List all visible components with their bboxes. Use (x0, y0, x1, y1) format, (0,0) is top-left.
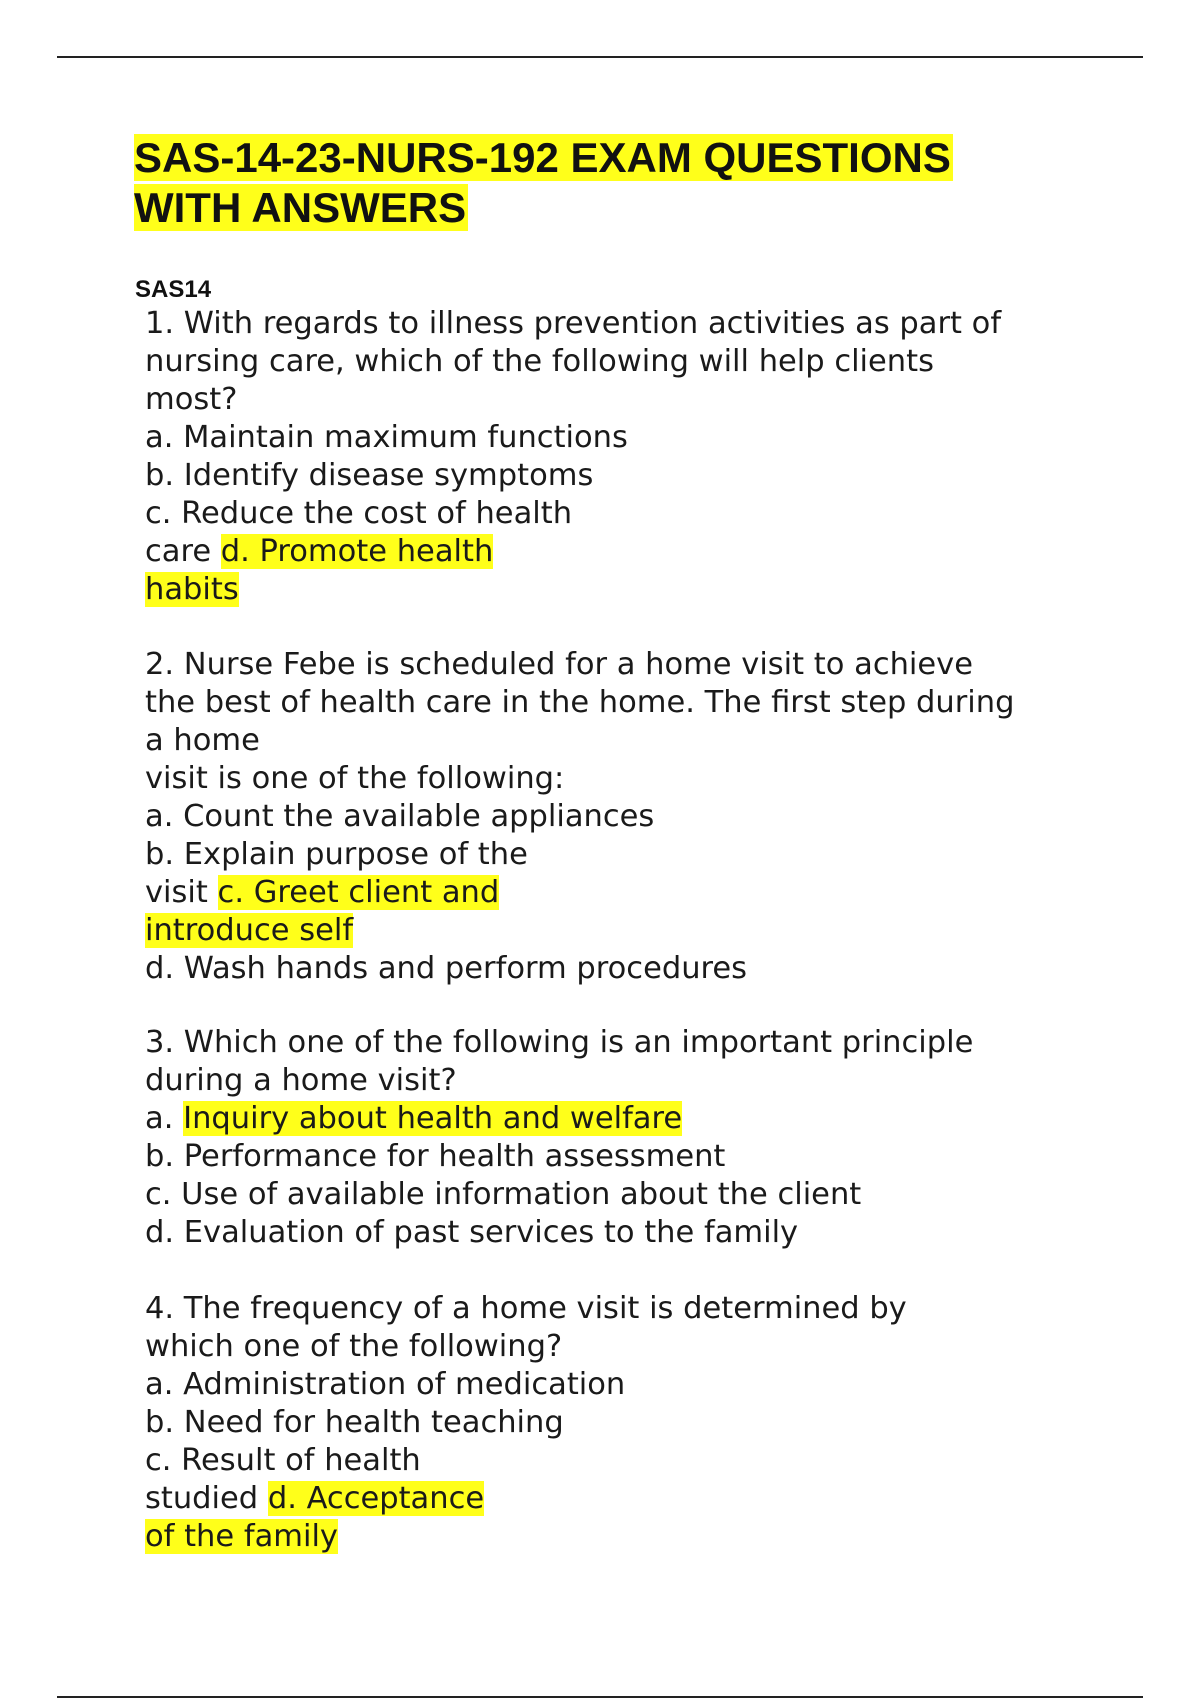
q3-option-a-prefix: a. (145, 1101, 184, 1136)
q1-option-a: a. Maintain maximum functions (145, 420, 628, 455)
question-3 (145, 1024, 973, 1252)
title-line-1: SAS-14-23-NURS-192 EXAM QUESTIONS (134, 134, 951, 181)
section-label: SAS14 (135, 276, 212, 303)
q1-stem-line-2: nursing care, which of the following will help clients (145, 344, 934, 379)
q3-option-b: b. Performance for health assessment (145, 1139, 726, 1174)
q1-option-c: c. Reduce the cost of health (145, 496, 573, 531)
q3-stem-line-2: during a home visit? (145, 1063, 457, 1098)
q3-option-d: d. Evaluation of past services to the family (145, 1215, 799, 1250)
q1-stem-line-1: 1. With regards to illness prevention activities as part of (145, 306, 1002, 341)
q4-answer-cont (145, 1518, 907, 1556)
q4-option-a: a. Administration of medication (145, 1367, 626, 1402)
question-2 (145, 646, 1014, 988)
q4-answer-highlight-2: of the family (145, 1519, 338, 1554)
q4-option-b: b. Need for health teaching (145, 1405, 564, 1440)
q2-answer-highlight: c. Greet client and (217, 875, 500, 910)
q2-answer-cont (145, 912, 1014, 950)
q1-stem-line-3: most? (145, 382, 238, 417)
q1-answer-cont (145, 571, 1001, 609)
q1-answer-highlight: d. Promote health (220, 534, 494, 569)
q4-option-c: c. Result of health (145, 1443, 421, 1478)
q1-option-c-tail: care (145, 534, 221, 569)
q1-option-b: b. Identify disease symptoms (145, 458, 594, 493)
q2-stem-line-4: visit is one of the following: (145, 761, 565, 796)
q4-stem-line-2: which one of the following? (145, 1329, 563, 1364)
q2-option-b-cont (145, 874, 1014, 912)
top-rule (57, 56, 1143, 58)
q2-option-d: d. Wash hands and perform procedures (145, 951, 748, 986)
title-line-2: WITH ANSWERS (134, 184, 467, 231)
q1-option-c-cont (145, 533, 1001, 571)
q4-option-c-cont (145, 1480, 907, 1518)
q4-answer-highlight: d. Acceptance (267, 1481, 485, 1516)
q1-answer-highlight-2: habits (145, 572, 239, 607)
question-4 (145, 1290, 907, 1556)
q2-stem-line-2: the best of health care in the home. The first step during (145, 685, 1015, 720)
q3-option-a (145, 1100, 973, 1138)
q2-stem-line-3: a home (145, 723, 260, 758)
q2-option-b-tail: visit (145, 875, 218, 910)
q3-stem-line-1: 3. Which one of the following is an important principle (145, 1025, 974, 1060)
q2-stem-line-1: 2. Nurse Febe is scheduled for a home visit to achieve (145, 647, 973, 682)
q2-answer-highlight-2: introduce self (145, 913, 354, 948)
q3-option-c: c. Use of available information about the client (145, 1177, 862, 1212)
q2-option-b: b. Explain purpose of the (145, 837, 528, 872)
q4-stem-line-1: 4. The frequency of a home visit is determined by (145, 1291, 907, 1326)
q3-answer-highlight: Inquiry about health and welfare (183, 1101, 683, 1136)
question-1 (145, 305, 1001, 609)
q2-option-a: a. Count the available appliances (145, 799, 655, 834)
q4-option-c-tail: studied (145, 1481, 268, 1516)
bottom-rule (57, 1696, 1143, 1698)
document-title (134, 133, 1034, 233)
